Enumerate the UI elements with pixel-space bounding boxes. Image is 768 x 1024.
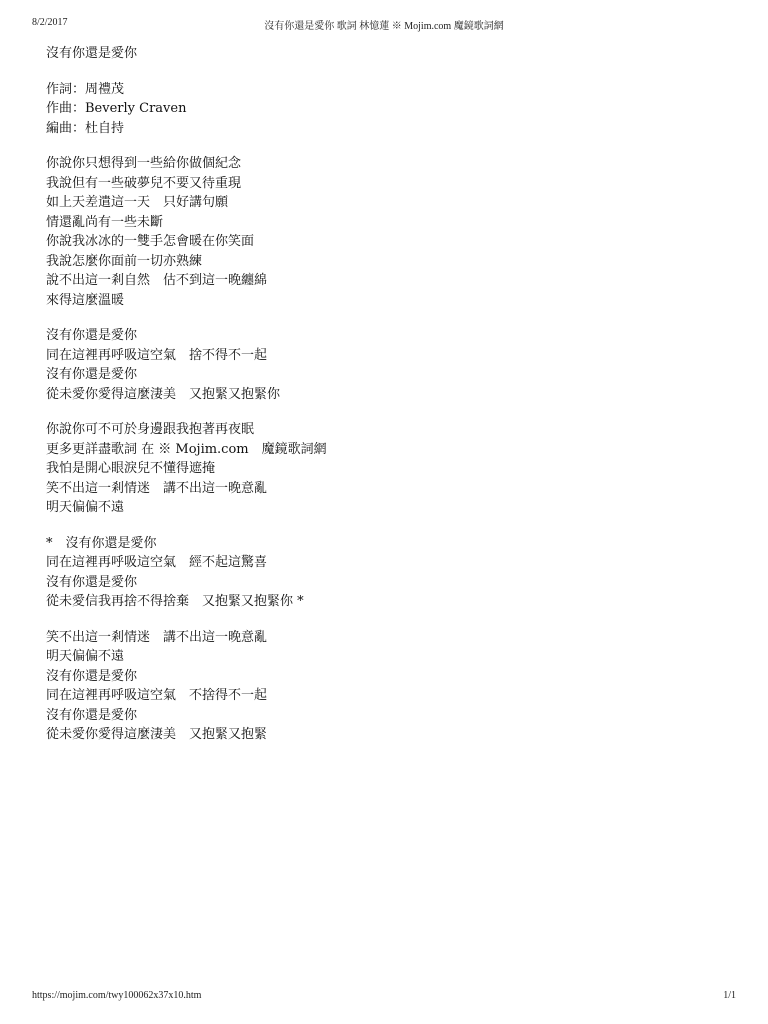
lyric-line: * 沒有你還是愛你 [46, 535, 157, 551]
print-date: 8/2/2017 [32, 17, 68, 28]
lyric-line: 沒有你還是愛你 [46, 574, 138, 590]
stanza-verse-1 [46, 154, 706, 310]
lyric-line: 同在這裡再呼吸這空氣 經不起這驚喜 [46, 555, 268, 570]
lyric-line: 如上天差遣這一天 只好講句願 [46, 195, 229, 210]
lyric-line: 沒有你還是愛你 [46, 668, 138, 684]
lyric-line: 我怕是開心眼淚兒不懂得遮掩 [46, 461, 216, 476]
lyrics-content [46, 44, 706, 761]
credit-arranger: 編曲：杜自持 [46, 120, 125, 136]
credits [46, 80, 706, 139]
lyric-line: 從未愛你愛得這麼淒美 又抱緊又抱緊你 [46, 386, 281, 402]
stanza-verse-2 [46, 420, 706, 518]
page-url-link[interactable]: https://mojim.com/twy100062x37x10.htm [32, 990, 202, 1001]
lyric-line: 我說怎麼你面前一切亦熟練 [46, 253, 203, 269]
lyric-line: 笑不出這一剎情迷 講不出這一晚意亂 [46, 480, 268, 496]
stanza-chorus-2 [46, 534, 706, 612]
song-title: 沒有你還是愛你 [46, 46, 138, 61]
lyric-line: 沒有你還是愛你 [46, 367, 138, 382]
lyric-line: 你說你只想得到一些給你做個紀念 [46, 156, 242, 171]
lyric-line: 沒有你還是愛你 [46, 707, 138, 723]
lyric-line: 同在這裡再呼吸這空氣 捨不得不一起 [46, 347, 268, 363]
credit-lyricist: 作詞：周禮茂 [46, 81, 125, 97]
lyric-line: 你說你可不可於身邊跟我抱著再夜眠 [46, 422, 255, 437]
lyric-line: 沒有你還是愛你 [46, 328, 138, 343]
lyric-line: 更多更詳盡歌詞 在 ※ Mojim.com 魔鏡歌詞網 [46, 441, 327, 457]
lyric-line: 從未愛信我再捨不得捨棄 又抱緊又抱緊你 * [46, 594, 304, 609]
lyric-line: 笑不出這一剎情迷 講不出這一晚意亂 [46, 629, 268, 645]
lyric-line: 我說但有一些破夢兒不要又待重現 [46, 175, 242, 191]
lyric-line: 說不出這一剎自然 估不到這一晚纏綿 [46, 273, 268, 288]
print-footer [32, 990, 736, 1004]
stanza-chorus-1 [46, 326, 706, 404]
lyric-line: 明天偏偏不遠 [46, 649, 125, 664]
print-page-title: 沒有你還是愛你 歌詞 林憶蓮 ※ Mojim.com 魔鏡歌詞網 [264, 21, 504, 32]
lyric-line: 同在這裡再呼吸這空氣 不捨得不一起 [46, 688, 268, 703]
lyric-line: 情還亂尚有一些未斷 [46, 214, 164, 230]
stanza-outro [46, 628, 706, 745]
page-number: 1/1 [723, 990, 736, 1001]
print-header [32, 17, 736, 33]
lyric-line: 你說我冰冰的一雙手怎會暖在你笑面 [46, 234, 255, 249]
lyric-line: 來得這麼溫暖 [46, 292, 125, 308]
credit-composer: 作曲：Beverly Craven [46, 101, 187, 116]
lyric-line: 從未愛你愛得這麼淒美 又抱緊又抱緊 [46, 727, 268, 742]
lyric-line: 明天偏偏不遠 [46, 500, 125, 515]
